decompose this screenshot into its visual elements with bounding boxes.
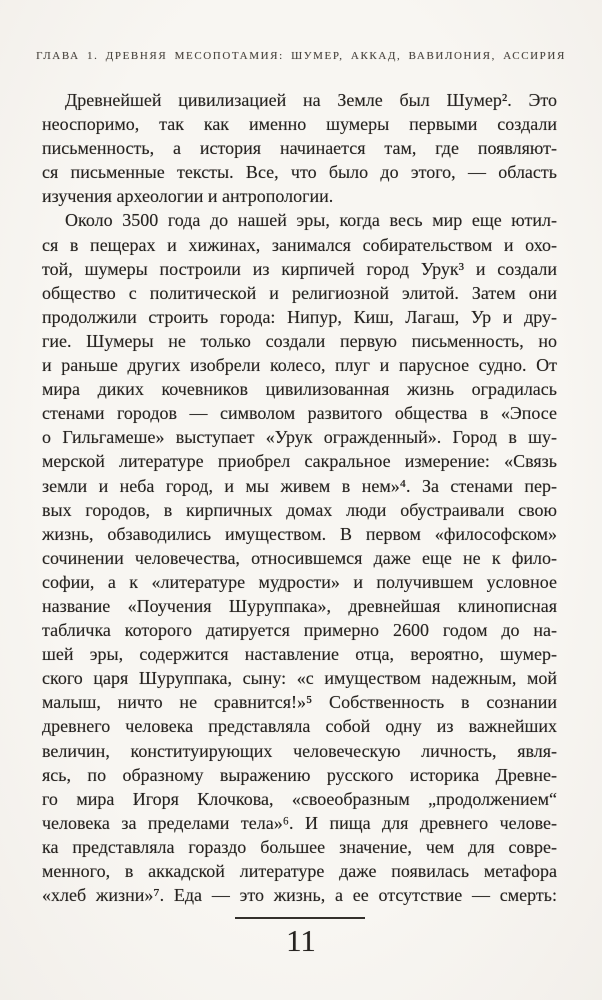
text-line: и раньше других изобрели колесо, плуг и парусное судно. От <box>42 355 557 376</box>
text-line: вых городов, в кирпичных домах люди обустраивали свою <box>42 499 557 520</box>
text-line: шей эры, содержится наставление отца, вероятно, шумер- <box>42 644 557 665</box>
page-number: 11 <box>286 923 316 958</box>
text-line: менного, в аккадской литературе даже появилась метафора <box>42 861 557 881</box>
text-line: величин, конституирующих человеческую личность, явля- <box>42 740 557 761</box>
text-line: название «Поучения Шуруппака», древнейшая клинописная <box>42 595 557 616</box>
body-text <box>42 88 557 907</box>
text-line: ского царя Шуруппака, сыну: «с имуществом надежным, мой <box>42 668 557 689</box>
text-line: древнего человека представляла собой одну из важнейших <box>42 716 557 737</box>
text-line: жизнь, обзаводились имуществом. В первом «философском» <box>42 523 557 544</box>
text-line: малыш, ничто не сравнится!»⁵ Собственность в сознании <box>42 692 557 713</box>
text-line: «хлеб жизни»⁷. Еда — это жизнь, а ее отсутствие — смерть: <box>42 885 557 906</box>
text-line: ся в пещерах и хижинах, занимался собирательством и охо- <box>42 234 557 255</box>
text-line: изучения археологии и антропологии. <box>42 186 334 207</box>
text-line: письменность, а история начинается там, где появляют- <box>42 138 557 159</box>
text-line: продолжили строить города: Нипур, Киш, Лагаш, Ур и дру- <box>42 306 557 327</box>
text-line: стенами городов — символом развитого общества в «Эпосе <box>42 403 557 424</box>
text-line: той, шумеры построили из кирпичей город Урук³ и создали <box>42 258 557 279</box>
text-line: ся письменные тексты. Все, что было до этого, — область <box>42 162 557 183</box>
text-line: софии, а к «литературе мудрости» и получившем условное <box>42 571 557 592</box>
chapter-running-header: ГЛАВА 1. ДРЕВНЯЯ МЕСОПОТАМИЯ: ШУМЕР, АККАД, ВАВИЛОНИЯ, АССИРИЯ <box>36 50 566 62</box>
text-line: гие. Шумеры не только создали первую письменность, но <box>42 330 557 351</box>
text-line: человека за пределами тела»⁶. И пища для древнего челове- <box>42 812 557 833</box>
text-line: го мира Игоря Клочкова, «своеобразным „продолжением“ <box>42 788 557 809</box>
text-line: общество с политической и религиозной элитой. Затем они <box>42 282 557 303</box>
text-line: табличка которого датируется примерно 2600 годом до на- <box>42 620 557 641</box>
text-line: Около 3500 года до нашей эры, когда весь мир еще ютил- <box>65 210 557 231</box>
text-line: мира диких кочевников цивилизованная жизнь оградилась <box>42 379 557 400</box>
text-line: сочинении человечества, относившемся даже еще не к фило- <box>42 547 557 568</box>
text-line: земли и неба город, и мы живем в нем»⁴. За стенами пер- <box>42 475 557 496</box>
text-line: неоспоримо, так как именно шумеры первыми создали <box>42 114 557 135</box>
footer-rule <box>235 917 365 919</box>
text-line: мерской литературе приобрел сакральное измерение: «Связь <box>42 451 557 472</box>
text-line: о Гильгамеше» выступает «Урук огражденный». Город в шу- <box>42 427 557 448</box>
text-line: ка представляла гораздо большее значение, чем для совре- <box>42 836 557 857</box>
text-line: Древнейшей цивилизацией на Земле был Шумер². Это <box>65 90 557 110</box>
text-line: ясь, по образному выражению русского историка Древне- <box>42 764 557 785</box>
